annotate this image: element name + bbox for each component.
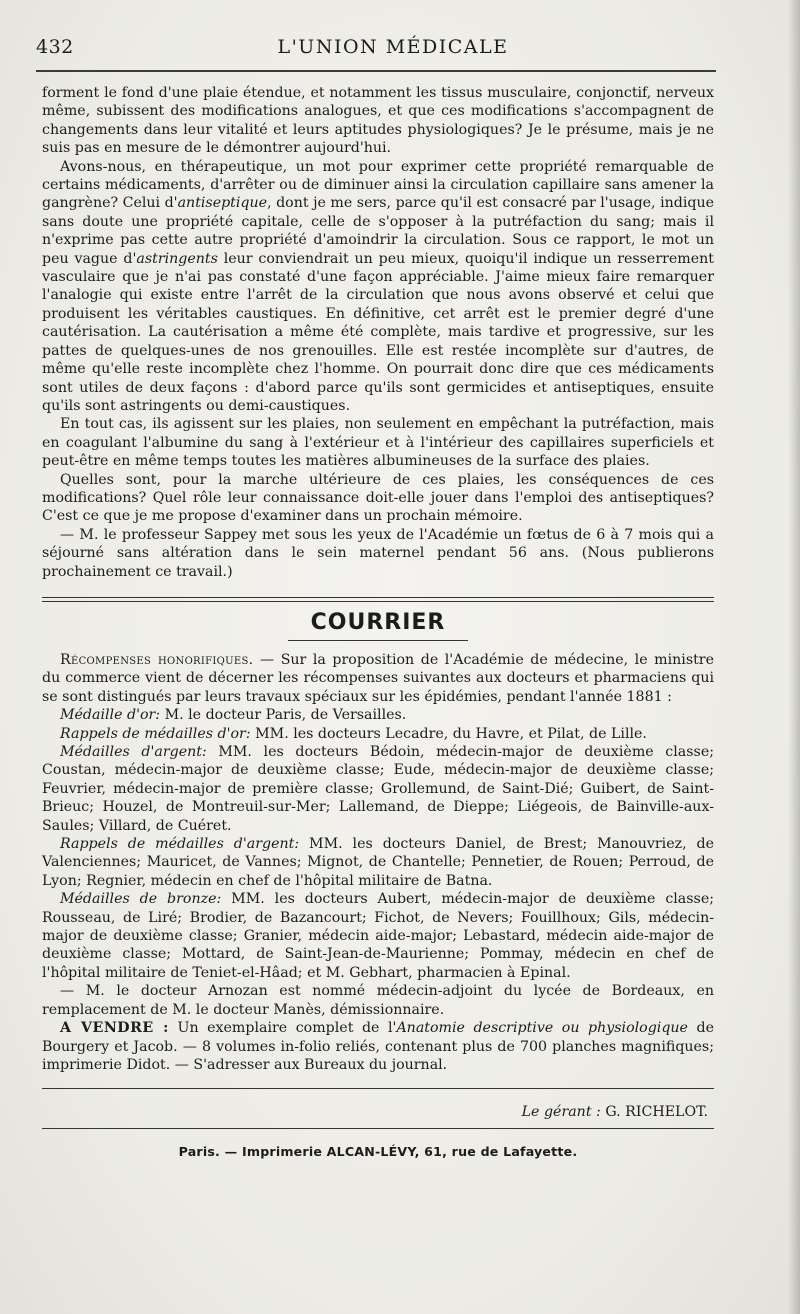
closing-rule xyxy=(42,1088,714,1089)
page-content xyxy=(42,84,714,1161)
running-title: L'UNION MÉDICALE xyxy=(277,36,509,58)
for-sale-text-b: de Bourgery et Jacob. — 8 volumes in-folio reliés, contenant plus de 700 planches magnifiques; imprimerie Didot. — S'adresser aux Bureaux du journal. xyxy=(42,1020,714,1073)
section-title-courrier: COURRIER xyxy=(310,609,446,635)
rewards-intro: — Sur la proposition de l'Académie de médecine, le ministre du commerce vient de décerner les récompenses suivantes aux docteurs et pharmaciens qui se sont distingués par leurs travaux spéciaux sur les épidémies, pendant l'année 1881 : xyxy=(42,651,714,705)
silver-medal-entry xyxy=(42,743,714,835)
bronze-medal-entry xyxy=(42,890,714,982)
silver-medal-text: MM. les docteurs Bédoin, médecin-major de deuxième classe; Coustan, médecin-major de deuxième classe; Eude, médecin-major de deuxième classe; Feuvrier, médecin-major de première classe; Grollemund, de Saint-Dié; Guibert, de Saint-Brieuc; Houzel, de Montreuil-sur-Mer; Lallemand, de Dieppe; Liégeois, de Bainville-aux-Saules; Villard, de Cuéret. xyxy=(42,744,714,834)
for-sale-notice xyxy=(42,1019,714,1074)
book-title: Anatomie descriptive ou physiologique xyxy=(396,1020,688,1037)
paragraph-4: Quelles sont, pour la marche ultérieure de ces plaies, les conséquences de ces modifications? Quel rôle leur connaissance doit-elle jouer dans l'emploi des antiseptiques? C'est ce que je me propose d'examiner dans un prochain mémoire. xyxy=(42,471,714,525)
paragraph-1: forment le fond d'une plaie étendue, et notamment les tissus musculaire, conjonctif, nerveux même, subissent des modifications analogues, et que ces modifications s'accompagnent de changements dans leur vitalité et leurs aptitudes physiologiques? Je le présume, mais je ne suis pas en mesure de le démontrer aujourd'hui. xyxy=(42,85,714,157)
signature-label: Le gérant : xyxy=(521,1104,601,1121)
page-header xyxy=(36,30,750,70)
paragraph-2 xyxy=(42,158,714,416)
rewards-heading: Récompenses honorifiques. xyxy=(60,651,254,668)
paragraph-2-part-a: Avons-nous, en thérapeutique, un mot pour exprimer cette propriété remarquable de certains médicaments, d'arrêter ou de diminuer ainsi la circulation capillaire sans amener la gangrène? Celui d' xyxy=(42,158,714,212)
paragraph-3: En tout cas, ils agissent sur les plaies, non seulement en empêchant la putréfaction, mais en coagulant l'albumine du sang à l'extérieur et à l'intérieur des capillaires superficiels et peut-être en même temps toutes les matières albumineuses de la surface des plaies. xyxy=(42,416,714,470)
page-number: 432 xyxy=(36,36,74,58)
title-underline xyxy=(288,640,468,641)
term-antiseptique: antiseptique xyxy=(177,195,268,212)
paragraph-2-part-c: leur conviendrait un peu mieux, quoiqu'il indique un resserrement vasculaire que je n'ai pas constaté d'une façon appréciable. J'aime mieux faire remarquer l'analogie qui existe entre l'arrêt de la circulation que nous avons observé et celui que produisent les véritables caustiques. En définitive, cet arrêt est le premier degré d'une cautérisation. La cautérisation a même été complète, mais tardive et progressive, sur les pattes de quelques-unes de nos grenouilles. Elle est restée incomplète sur d'autres, de même qu'elle reste incomplète chez l'homme. On pourrait donc dire que ces médicaments sont utiles de deux façons : d'abord parce qu'ils sont germicides et antiseptiques, ensuite qu'ils sont astringents ou demi-caustiques. xyxy=(42,250,714,414)
signature-name: G. RICHELOT. xyxy=(600,1104,708,1121)
courrier-section xyxy=(42,651,714,1074)
bronze-medal-text: MM. les docteurs Aubert, médecin-major de deuxième classe; Rousseau, de Liré; Brodier, de Bazancourt; Fichot, de Nevers; Fouillhoux; Gils, médecin-major de deuxième classe; Granier, médecin aide-major; Lebastard, médecin aide-major de deuxième classe; Mottard, de Saint-Jean-de-Maurienne; Pommay, médecin en chef de l'hôpital militaire de Teniet-el-Hâad; et M. Gebhart, pharmacien à Epinal. xyxy=(42,891,715,981)
gold-recall-label: Rappels de médailles d'or: xyxy=(60,725,251,742)
paragraph-2-part-b: , dont je me sers, parce qu'il est consacré par l'usage, indique sans doute une propriété capitale, celle de s'opposer à la putréfaction du sang; mais il n'exprime pas cette autre propriété d'amoindrir la circulation. Sous ce rapport, le mot un peu vague d' xyxy=(42,195,715,267)
section-divider xyxy=(42,597,714,602)
silver-recall-label: Rappels de médailles d'argent: xyxy=(60,836,300,853)
gold-medal-entry xyxy=(42,706,714,724)
silver-medal-label: Médailles d'argent: xyxy=(60,744,207,760)
appointment-entry: — M. le docteur Arnozan est nommé médecin-adjoint du lycée de Bordeaux, en remplacement de M. le docteur Manès, démissionnaire. xyxy=(42,983,714,1018)
bronze-medal-label: Médailles de bronze: xyxy=(60,891,222,908)
silver-recall-entry xyxy=(42,835,714,890)
signature xyxy=(42,1103,714,1121)
footer-rule xyxy=(42,1128,714,1129)
for-sale-text-a: Un exemplaire complet de l' xyxy=(168,1020,397,1037)
term-astringents: astringents xyxy=(136,250,218,267)
gold-medal-text: M. le docteur Paris, de Versailles. xyxy=(160,707,407,724)
silver-recall-text: MM. les docteurs Daniel, de Brest; Manouvriez, de Valenciennes; Mauricet, de Vannes; Mignot, de Chantelle; Pennetier, de Rouen; Perroud, de Lyon; Regnier, médecin en chef de l'hôpital militaire de Batna. xyxy=(42,836,715,889)
article-continuation xyxy=(42,84,714,581)
paragraph-5: — M. le professeur Sappey met sous les yeux de l'Académie un fœtus de 6 à 7 mois qui a séjourné sans altération dans le sein maternel pendant 56 ans. (Nous publierons prochainement ce travail.) xyxy=(42,526,714,580)
header-rule xyxy=(36,70,716,72)
gold-recall-entry xyxy=(42,725,714,743)
gold-medal-label: Médaille d'or: xyxy=(60,707,161,724)
gold-recall-text: MM. les docteurs Lecadre, du Havre, et Pilat, de Lille. xyxy=(250,725,647,742)
rewards-paragraph xyxy=(42,651,714,706)
for-sale-label: A VENDRE : xyxy=(60,1020,169,1037)
page-edge-shadow xyxy=(788,0,800,1314)
printer-imprint: Paris. — Imprimerie ALCAN-LÉVY, 61, rue de Lafayette. xyxy=(178,1143,578,1159)
